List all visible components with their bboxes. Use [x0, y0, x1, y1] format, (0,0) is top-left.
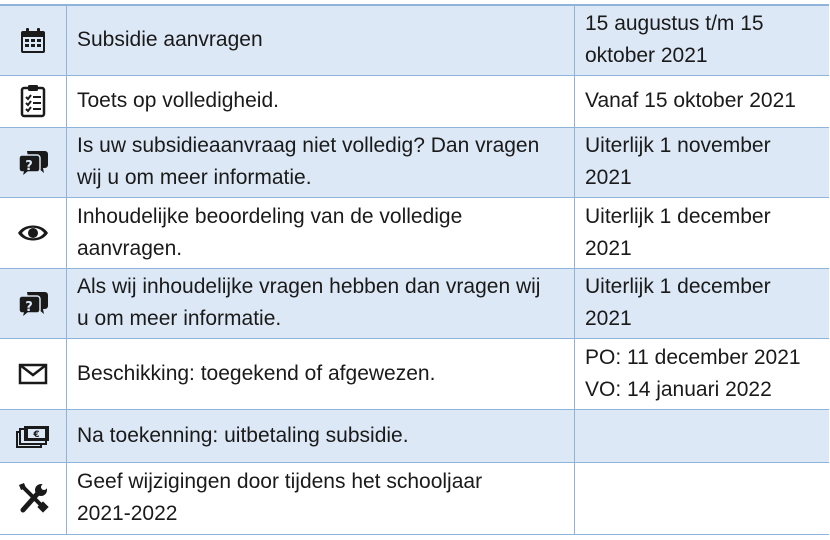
row-date: 15 augustus t/m 15 — [585, 12, 764, 36]
table-row — [0, 5, 829, 75]
question-chat-icon — [17, 147, 49, 177]
row-date: Vanaf 15 oktober 2021 — [585, 89, 796, 112]
banknotes-icon — [16, 424, 50, 448]
row-date: Uiterlijk 1 december — [585, 275, 771, 298]
row-description: Geef wijzigingen door tijdens het schooljaar — [77, 470, 483, 493]
row-description: wij u om meer informatie. — [77, 166, 312, 189]
envelope-icon — [18, 363, 48, 385]
table-row — [0, 197, 829, 268]
row-date: VO: 14 januari 2022 — [585, 377, 772, 401]
table-row — [0, 268, 829, 338]
row-description: aanvragen. — [77, 236, 183, 260]
row-description: Beschikking: toegekend of afgewezen. — [77, 361, 436, 385]
row-date: Uiterlijk 1 december — [585, 204, 771, 228]
timeline-table — [0, 4, 829, 535]
row-description: Na toekenning: uitbetaling subsidie. — [77, 423, 409, 447]
row-date: Uiterlijk 1 november — [585, 134, 771, 157]
row-date: oktober 2021 — [585, 44, 708, 68]
tools-icon — [17, 482, 49, 514]
table-row — [0, 75, 829, 127]
svg-text:?: ? — [25, 159, 33, 175]
row-description: Toets op volledigheid. — [77, 89, 279, 112]
row-description: Inhoudelijke beoordeling van de volledige — [77, 204, 463, 228]
svg-text:€: € — [33, 429, 40, 440]
table-row — [0, 338, 829, 409]
row-date: 2021 — [585, 307, 632, 330]
svg-text:?: ? — [25, 300, 33, 316]
calendar-icon — [18, 26, 48, 56]
row-date: 2021 — [585, 166, 632, 189]
row-description: u om meer informatie. — [77, 307, 282, 330]
row-description: 2021-2022 — [77, 502, 178, 525]
row-date: PO: 11 december 2021 — [585, 345, 801, 369]
question-chat-icon — [17, 288, 49, 318]
table-row — [0, 127, 829, 197]
row-date: 2021 — [585, 236, 632, 260]
row-description: Subsidie aanvragen — [77, 28, 263, 52]
eye-icon — [17, 222, 49, 244]
checklist-clipboard-icon — [19, 84, 47, 118]
table-row — [0, 462, 829, 534]
row-description: Als wij inhoudelijke vragen hebben dan vragen wij — [77, 275, 541, 298]
row-description: Is uw subsidieaanvraag niet volledig? Dan vragen — [77, 134, 540, 157]
table-row — [0, 409, 829, 462]
